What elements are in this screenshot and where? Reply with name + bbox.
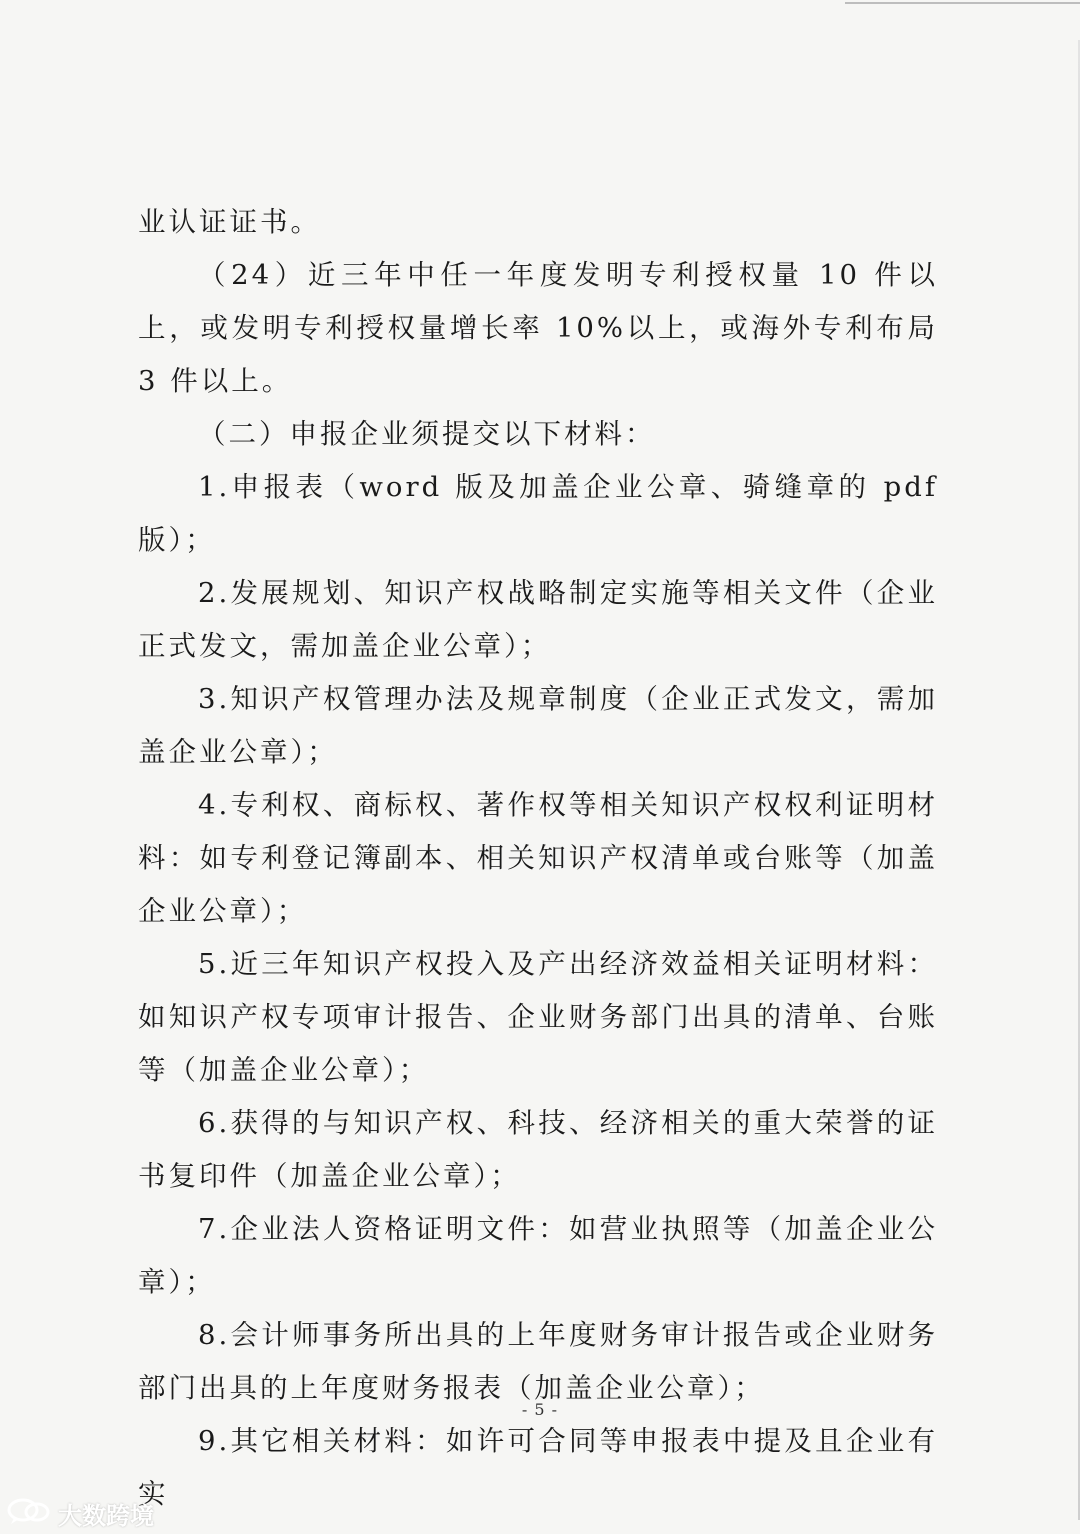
watermark bbox=[6, 1496, 154, 1531]
list-item-6: 6.获得的与知识产权、科技、经济相关的重大荣誉的证书复印件（加盖企业公章）； bbox=[138, 1107, 938, 1192]
list-item-2: 2.发展规划、知识产权战略制定实施等相关文件（企业正式发文，需加盖企业公章）； bbox=[138, 577, 938, 662]
watermark-text: 大数跨境 bbox=[58, 1502, 154, 1530]
section-heading-materials: （二）申报企业须提交以下材料： bbox=[198, 418, 656, 450]
list-item-3: 3.知识产权管理办法及规章制度（企业正式发文，需加盖企业公章）； bbox=[138, 683, 938, 768]
page-number: - 5 - bbox=[521, 1400, 559, 1419]
paragraph-certificate-end: 业认证证书。 bbox=[138, 206, 321, 238]
list-item-1: 1.申报表（word 版及加盖企业公章、骑缝章的 pdf 版）； bbox=[138, 471, 938, 556]
list-item-5: 5.近三年知识产权投入及产出经济效益相关证明材料：如知识产权专项审计报告、企业财务部门出具的清单、台账等（加盖企业公章）； bbox=[138, 948, 938, 1086]
list-item-9: 9.其它相关材料：如许可合同等申报表中提及且企业有实 bbox=[138, 1425, 938, 1510]
scan-edge-line bbox=[845, 2, 1080, 4]
list-item-8: 8.会计师事务所出具的上年度财务审计报告或企业财务部门出具的上年度财务报表（加盖企业公章）； bbox=[138, 1319, 938, 1404]
paragraph-criterion-24: （24）近三年中任一年度发明专利授权量 10 件以上，或发明专利授权量增长率 10%以上，或海外专利布局 3 件以上。 bbox=[138, 259, 938, 397]
list-item-4: 4.专利权、商标权、著作权等相关知识产权权利证明材料：如专利登记簿副本、相关知识产权清单或台账等（加盖企业公章）； bbox=[138, 789, 938, 927]
chat-bubble-logo-icon bbox=[6, 1497, 52, 1531]
document-body bbox=[138, 196, 938, 1521]
list-item-7: 7.企业法人资格证明文件：如营业执照等（加盖企业公章）； bbox=[138, 1213, 938, 1298]
